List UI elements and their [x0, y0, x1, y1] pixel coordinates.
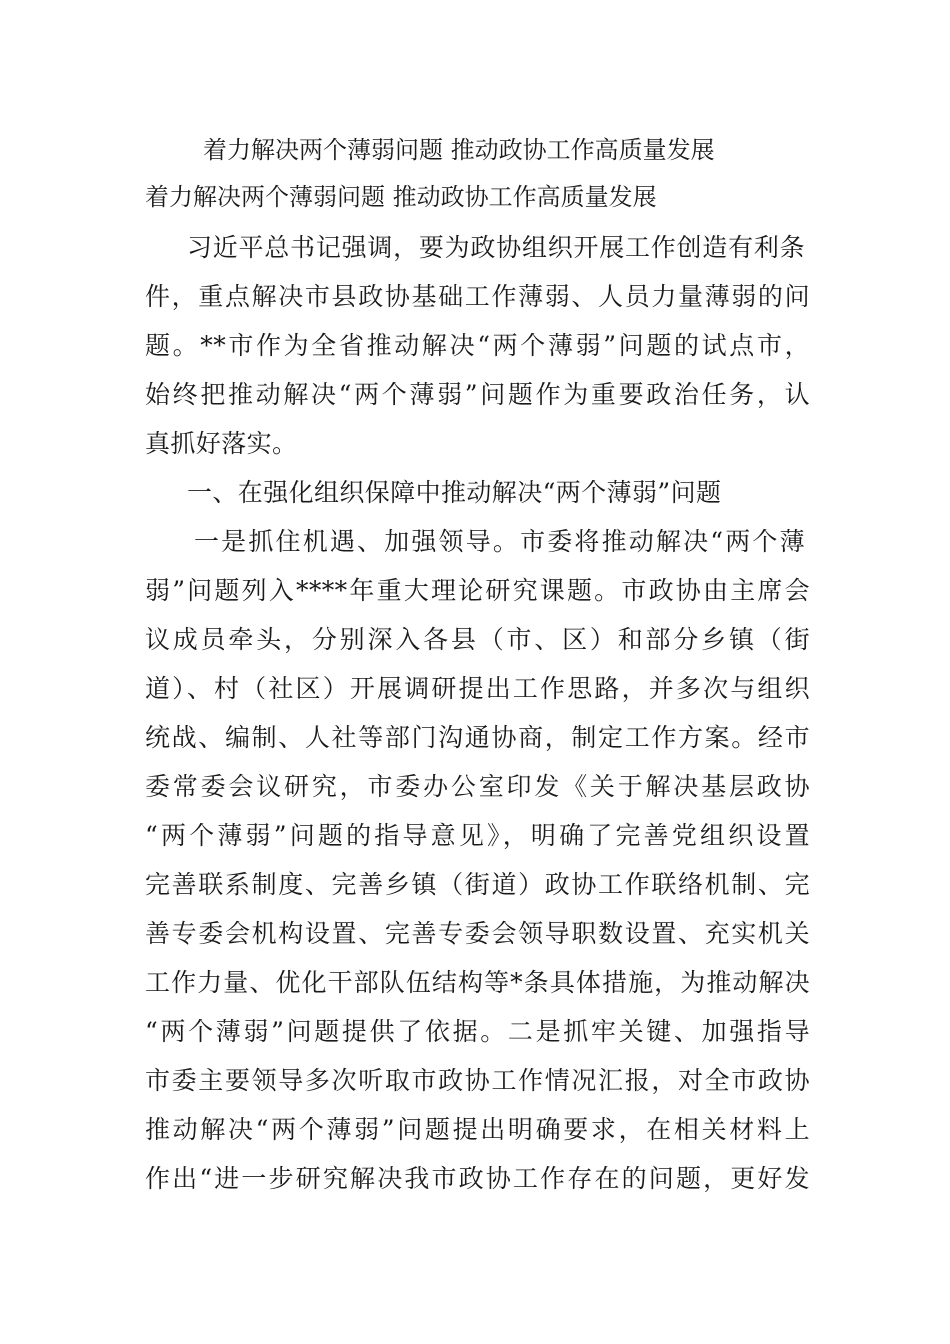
- paragraph-line: 一是抓住机遇、加强领导。市委将推动解决“两个薄: [194, 527, 805, 556]
- paragraph-line: 议成员牵头，分别深入各县（市、区）和部分乡镇（街: [145, 625, 810, 654]
- paragraph-line: 弱”问题列入****年重大理论研究课题。市政协由主席会: [145, 576, 810, 605]
- paragraph-line: 完善联系制度、完善乡镇（街道）政协工作联络机制、完: [145, 870, 810, 899]
- paragraph-line: 始终把推动解决“两个薄弱”问题作为重要政治任务，认: [145, 380, 810, 409]
- paragraph-line: 工作力量、优化干部队伍结构等*条具体措施，为推动解决: [145, 968, 810, 997]
- header-title: 着力解决两个薄弱问题 推动政协工作高质量发展: [203, 136, 715, 164]
- paragraph-line: 题。**市作为全省推动解决“两个薄弱”问题的试点市，: [145, 331, 810, 360]
- paragraph-line: 委常委会议研究，市委办公室印发《关于解决基层政协: [145, 772, 810, 801]
- paragraph-line: 善专委会机构设置、完善专委会领导职数设置、充实机关: [145, 919, 810, 948]
- paragraph-line: 真抓好落实。: [145, 429, 298, 458]
- paragraph-line: 作出“进一步研究解决我市政协工作存在的问题，更好发: [145, 1164, 810, 1193]
- paragraph-line: 推动解决“两个薄弱”问题提出明确要求，在相关材料上: [145, 1115, 810, 1144]
- paragraph-line: “两个薄弱”问题的指导意见》，明确了完善党组织设置: [145, 821, 810, 850]
- document-title: 着力解决两个薄弱问题 推动政协工作高质量发展: [145, 183, 657, 211]
- paragraph-line: 市委主要领导多次听取市政协工作情况汇报，对全市政协: [145, 1066, 810, 1095]
- paragraph-line: 道）、村（社区）开展调研提出工作思路，并多次与组织: [145, 674, 810, 703]
- paragraph-line: 习近平总书记强调，要为政协组织开展工作创造有利条: [187, 233, 805, 262]
- paragraph-line: 统战、编制、人社等部门沟通协商，制定工作方案。经市: [145, 723, 810, 752]
- section-heading: 一、在强化组织保障中推动解决“两个薄弱”问题: [187, 478, 722, 507]
- paragraph-line: “两个薄弱”问题提供了依据。二是抓牢关键、加强指导: [145, 1017, 810, 1046]
- paragraph-line: 件，重点解决市县政协基础工作薄弱、人员力量薄弱的问: [145, 282, 810, 311]
